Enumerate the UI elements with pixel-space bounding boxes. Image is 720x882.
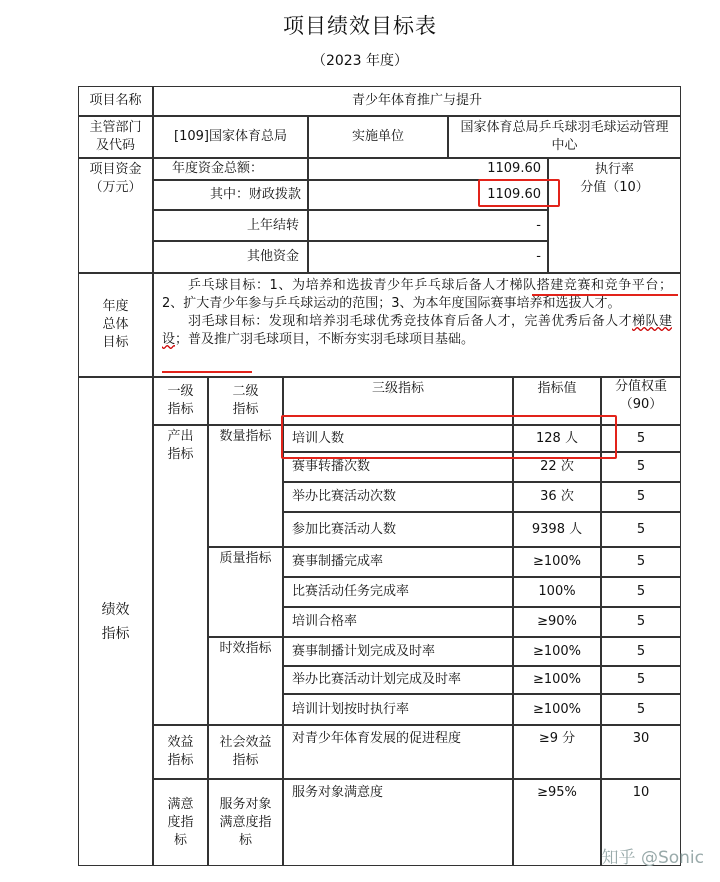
underline-ladder-1 bbox=[532, 294, 678, 296]
dept-label: 主管部门及代码 bbox=[78, 116, 153, 158]
indicator-name: 举办比赛活动计划完成及时率 bbox=[283, 666, 513, 694]
indicator-name: 赛事制播计划完成及时率 bbox=[283, 637, 513, 666]
dept-value: [109]国家体育总局 bbox=[153, 116, 308, 158]
indicator-score: 5 bbox=[601, 666, 681, 694]
indicator-score: 10 bbox=[601, 779, 681, 866]
indicator-value: 100% bbox=[513, 577, 601, 607]
indicator-score: 5 bbox=[601, 425, 681, 452]
funds-fiscal-label: 其中：财政拨款 bbox=[153, 180, 308, 210]
header-level2: 二级指标 bbox=[208, 377, 283, 425]
indicator-value: ≥100% bbox=[513, 694, 601, 725]
level1-output: 产出指标 bbox=[153, 425, 208, 725]
goal-badminton-wavy: 梯队建设 bbox=[162, 314, 672, 347]
impl-label: 实施单位 bbox=[308, 116, 448, 158]
level2-quality: 质量指标 bbox=[208, 547, 283, 637]
indicator-score: 30 bbox=[601, 725, 681, 779]
indicator-value: ≥100% bbox=[513, 547, 601, 577]
level2-quantity: 数量指标 bbox=[208, 425, 283, 547]
indicator-name: 参加比赛活动人数 bbox=[283, 512, 513, 547]
level2-service: 服务对象满意度指标 bbox=[208, 779, 283, 866]
funds-carry-label: 上年结转 bbox=[153, 210, 308, 241]
year-note: （2023 年度） bbox=[311, 53, 409, 69]
funds-other-label: 其他资金 bbox=[153, 241, 308, 273]
funds-total-value: 1109.60 bbox=[308, 158, 548, 180]
indicator-name: 比赛活动任务完成率 bbox=[283, 577, 513, 607]
indicator-score: 5 bbox=[601, 607, 681, 637]
level2-social: 社会效益指标 bbox=[208, 725, 283, 779]
impl-value: 国家体育总局乒乓球羽毛球运动管理中心 bbox=[448, 116, 681, 158]
highlight-fiscal bbox=[478, 179, 560, 207]
indicator-score: 5 bbox=[601, 577, 681, 607]
indicator-value: ≥95% bbox=[513, 779, 601, 866]
indicator-name: 培训合格率 bbox=[283, 607, 513, 637]
level2-timeliness: 时效指标 bbox=[208, 637, 283, 725]
project-name-value: 青少年体育推广与提升 bbox=[153, 86, 681, 116]
indicator-value: ≥100% bbox=[513, 637, 601, 666]
underline-ladder-2 bbox=[162, 371, 252, 373]
goal-badminton-pre: 羽毛球目标：发现和培养羽毛球优秀竞技体育后备人才，完善优秀后备人才 bbox=[188, 314, 633, 329]
funds-label: 项目资金（万元） bbox=[78, 158, 153, 273]
indicator-value: 128 人 bbox=[513, 425, 601, 452]
indicator-value: ≥100% bbox=[513, 666, 601, 694]
goal-badminton-post: ；普及推广羽毛球项目，不断夯实羽毛球项目基础。 bbox=[175, 332, 475, 347]
goal-pingpong: 乒乓球目标：1、为培养和选拔青少年乒乓球后备人才梯队搭建竞赛和竞争平台；2、扩大青少年参与乒乓球运动的范围；3、为本年度国际赛事培养和选拔人才。 bbox=[162, 278, 672, 311]
funds-carry-value: - bbox=[308, 210, 548, 241]
indicator-value: 9398 人 bbox=[513, 512, 601, 547]
funds-total-label: 年度资金总额： bbox=[153, 158, 308, 180]
header-weight: 分值权重（90） bbox=[601, 377, 681, 425]
level1-benefit: 效益指标 bbox=[153, 725, 208, 779]
indicator-name: 培训计划按时执行率 bbox=[283, 694, 513, 725]
project-name-label: 项目名称 bbox=[78, 86, 153, 116]
indicator-score: 5 bbox=[601, 694, 681, 725]
exec-rate-score: 分值（10） bbox=[580, 180, 649, 195]
goal-badminton bbox=[162, 313, 672, 349]
indicator-name: 赛事转播次数 bbox=[283, 452, 513, 482]
perf-side-label: 绩效指标 bbox=[78, 377, 153, 866]
performance-table bbox=[78, 86, 681, 866]
header-value: 指标值 bbox=[513, 377, 601, 425]
goals-text bbox=[153, 273, 681, 377]
indicator-value: 22 次 bbox=[513, 452, 601, 482]
indicator-value: ≥90% bbox=[513, 607, 601, 637]
document-title: 项目绩效目标表 bbox=[283, 14, 437, 38]
indicator-name: 举办比赛活动次数 bbox=[283, 482, 513, 512]
indicator-score: 5 bbox=[601, 452, 681, 482]
funds-other-value: - bbox=[308, 241, 548, 273]
header-level1: 一级指标 bbox=[153, 377, 208, 425]
watermark: 知乎 @Sonic bbox=[601, 848, 704, 868]
indicator-score: 5 bbox=[601, 637, 681, 666]
exec-rate-label: 执行率 bbox=[594, 162, 634, 177]
highlight-training bbox=[281, 415, 617, 459]
indicator-score: 5 bbox=[601, 547, 681, 577]
indicator-name: 服务对象满意度 bbox=[283, 779, 513, 866]
indicator-name: 对青少年体育发展的促进程度 bbox=[283, 725, 513, 779]
indicator-score: 5 bbox=[601, 482, 681, 512]
header-level3: 三级指标 bbox=[283, 377, 513, 425]
indicator-value: 36 次 bbox=[513, 482, 601, 512]
goals-label: 年度总体目标 bbox=[78, 273, 153, 377]
level1-satisfaction: 满意度指标 bbox=[153, 779, 208, 866]
exec-rate-cell bbox=[548, 158, 681, 273]
indicator-value: ≥9 分 bbox=[513, 725, 601, 779]
indicator-score: 5 bbox=[601, 512, 681, 547]
indicator-name: 培训人数 bbox=[283, 425, 513, 452]
funds-fiscal-value: 1109.60 bbox=[308, 180, 548, 210]
indicator-name: 赛事制播完成率 bbox=[283, 547, 513, 577]
